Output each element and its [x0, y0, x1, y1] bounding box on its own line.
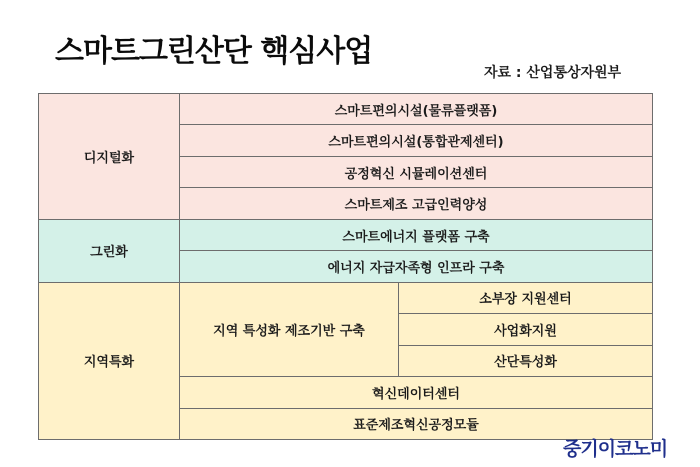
source-label: 자료 : 산업통상자원부	[484, 65, 622, 81]
table-cell: 스마트제조 고급인력양성	[180, 188, 653, 219]
table-cell: 스마트에너지 플랫폼 구축	[180, 219, 653, 250]
table-cell: 사업화지원	[399, 314, 653, 345]
table-cell: 스마트편의시설(물류플랫폼)	[180, 94, 653, 125]
table-cell: 소부장 지원센터	[399, 282, 653, 313]
publisher-logo-text: 중기이코노미	[563, 438, 668, 460]
table-cell: 스마트편의시설(통합관제센터)	[180, 125, 653, 156]
category-regional: 지역특화	[39, 282, 180, 439]
table-cell: 에너지 자급자족형 인프라 구축	[180, 251, 653, 282]
category-green: 그린화	[39, 219, 180, 282]
table-row	[39, 219, 653, 250]
category-digital: 디지털화	[39, 94, 180, 220]
table-row	[39, 282, 653, 313]
table-cell: 공정혁신 시뮬레이션센터	[180, 156, 653, 187]
page-title: 스마트그린산단 핵심사업	[55, 34, 373, 69]
table-cell: 혁신데이터센터	[180, 377, 653, 408]
core-projects-table	[38, 93, 653, 440]
table-row	[39, 94, 653, 125]
sub-group-label: 지역 특성화 제조기반 구축	[180, 282, 399, 376]
table-cell: 산단특성화	[399, 345, 653, 376]
table-cell: 표준제조혁신공정모듈	[180, 408, 653, 439]
